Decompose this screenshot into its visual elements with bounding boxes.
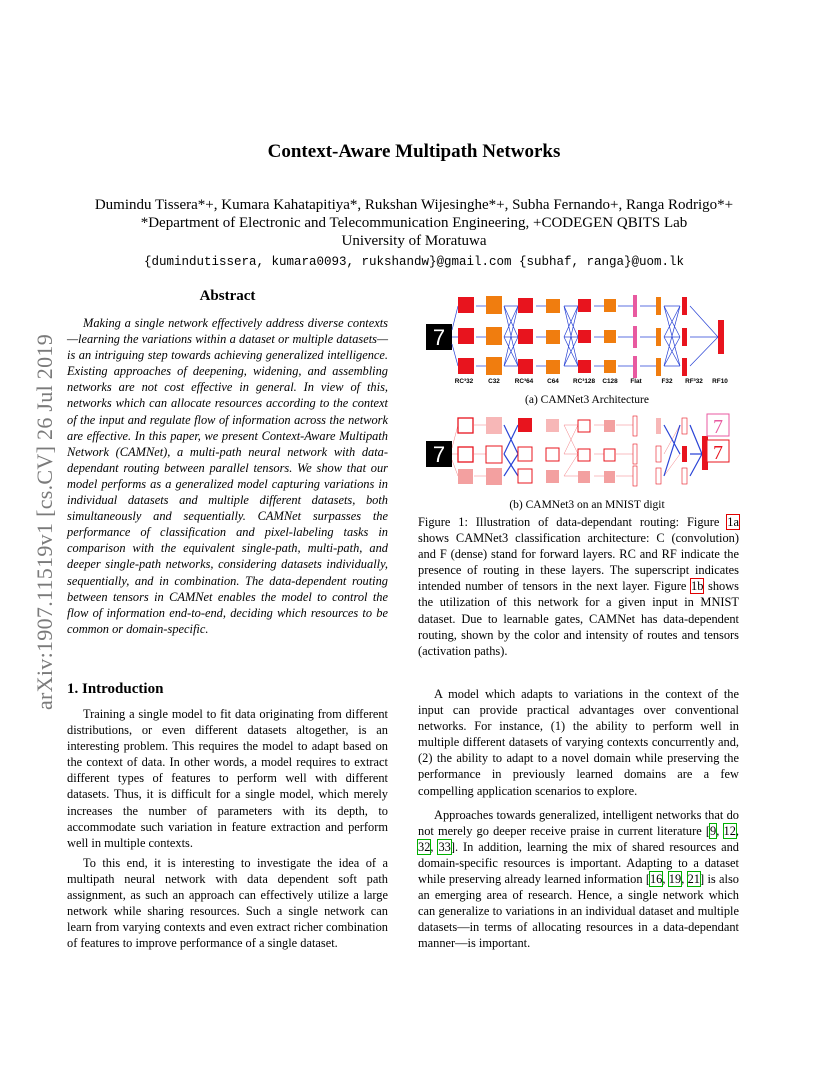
author-affiliation: *Department of Electronic and Telecommunication Engineering, +CODEGEN QBITS Lab (140, 215, 688, 231)
layer-label-rc64: RC³64 (514, 378, 534, 385)
author-university: University of Moratuwa (341, 233, 487, 249)
abstract-section (67, 288, 388, 637)
intro-paragraph-1: Training a single model to fit data originating from different distributions, or even different datasets altogether, is an interesting problem. This requires the model to adapt based on the context of data. In other words, a model requires to extract different types of features to perform well with different datasets. Thus, it is difficult for a single model, which merely increases the number of parameters with its depth, to accommodate such variation in feature extraction and perform well in multiple contexts. (67, 707, 388, 850)
architecture-diagram-b (426, 414, 729, 486)
tensor-row-b1 (458, 416, 687, 436)
output-digit-1: 7 (713, 416, 723, 438)
layer-label-rc128: RC³128 (572, 378, 596, 385)
caption-part-c: shows the utilization of this network for a given input in MNIST dataset. Due to learnable gates, CAMNet has data-dependent routing, shown by the color and intensity of routes and tensors (activation paths). (418, 579, 739, 658)
mnist-input-digit: 7 (432, 442, 446, 467)
output-digit-2: 7 (713, 442, 723, 464)
layer-label-c128: C128 (602, 378, 618, 385)
layer-label-c64: C64 (547, 378, 559, 385)
introduction-heading: 1. Introduction (67, 681, 164, 697)
intro-continued (418, 686, 739, 952)
layer-label-flat: Flat (630, 378, 642, 385)
p4-text-c: ] is also an emerging area of research. Hence, a single network which can generalize to variations in an individual dataset and multiple datasets—in terms of allocating resources in a data-dependant manner—is important. (418, 872, 739, 951)
input-digit-label: 7 (432, 325, 446, 350)
layer-row-3 (458, 356, 687, 378)
caption-part-b: shows CAMNet3 classification architecture: C (convolution) and F (dense) stand for forward layers. RC and RF indicate the presence of routing in these layers. The superscript indicates intended number of tensors in the next layer. Figure (418, 531, 739, 594)
caption-part-a: Figure 1: Illustration of data-dependant routing: Figure (418, 515, 728, 529)
output-layer-a (718, 320, 724, 354)
figure-ref-1a-link[interactable]: 1a (727, 515, 739, 529)
paper-title: Context-Aware Multipath Networks (267, 141, 561, 162)
layer-label-c32: C32 (488, 378, 500, 385)
introduction-section (67, 681, 388, 951)
abstract-heading: Abstract (199, 288, 256, 304)
figure-caption-text (418, 514, 739, 659)
author-emails: {dumindutissera, kumara0093, rukshandw}@gmail.com {subhaf, ranga}@uom.lk (143, 255, 685, 269)
citation-link[interactable]: 21 (687, 872, 700, 887)
citation-link[interactable]: 16 (649, 872, 663, 887)
arxiv-stamp: arXiv:1907.11519v1 [cs.CV] 26 Jul 2019 (32, 333, 57, 711)
layer-label-f32: F32 (661, 378, 673, 385)
citation-link[interactable]: 9 (710, 823, 717, 838)
architecture-diagram-a (426, 295, 728, 385)
p4-text-b: ]. In addition, learning the mix of shared resources and domain-specific resources is important. Adapting to a dataset while preserving already learned information [ (418, 839, 739, 887)
author-block (0, 196, 828, 250)
citation-link[interactable]: 19 (668, 872, 682, 887)
layer-label-rc32: RC³32 (454, 378, 474, 385)
layer-label-rf32: RF³32 (685, 378, 703, 385)
layer-label-rf10: RF10 (712, 378, 728, 385)
subcaption-b: (b) CAMNet3 on an MNIST digit (509, 499, 665, 511)
intro-paragraph-4: Approaches towards generalized, intelligent networks that do not merely go deeper receive praise in current literature [9, 12, 32, 33]. In addition, learning the mix of shared resources and domain-specific resources is important. Adapting to a dataset while preserving already learned information [16, 19, 21] is also an emerging area of research. Hence, a single network which can generalize to variations in an individual dataset and multiple datasets—in terms of allocating resources in a data-dependant manner—is important. (418, 807, 739, 951)
figure-ref-1b-link[interactable]: 1b (691, 579, 704, 594)
citation-link[interactable]: 12 (723, 823, 736, 838)
layer-labels (455, 378, 728, 385)
citation-link[interactable]: 33 (438, 839, 451, 854)
active-routes-b (504, 425, 702, 476)
p4-text-a: Approaches towards generalized, intelligent networks that do not merely go deeper receive praise in current literature [ (418, 807, 739, 838)
intro-paragraph-3: A model which adapts to variations in the context of the input can provide practical advantages over conventional networks. For instance, (1) the ability to perform well in multiple different datasets of varying contexts concurrently and, (2) the ability to adapt to a novel domain while preserving the performance in previously learned domains are a few compelling application scenarios to explore. (418, 687, 739, 798)
abstract-body: Making a single network effectively address diverse contexts—learning the variations within a dataset or multiple datasets—is an intriguing step towards achieving generalized intelligence. Existing approaches of deepening, widening, and assembling networks are not cost effective in general. In view of this, networks which can allocate resources according to the context of the input and regulate flow of information across the network are effective. In this paper, we present Context-Aware Multipath Network (CAMNet), a multi-path neural network with data-dependant routing between parallel tensors. We show that our model performs as a generalized model capturing variations in individual datasets and multiple different datasets, both simultaneously and sequentially. CAMNet surpasses the performance of classification and pixel-labeling tasks in comparison with the equivalent single-path, multi-path, and deeper single-path networks, considering datasets individually, sequentially, and in combination. The data-dependent routing between tensors in CAMNet enables the model to control the flow of information end-to-end, deciding which resources to be common or domain-specific. (67, 316, 388, 636)
intro-paragraph-2: To this end, it is interesting to investigate the idea of a multipath neural network with data dependent soft path assignment, as such an approach can effectively utilize a large network while sharing resources. Such a single network can learn from varying contexts and even extract richer combination of features to improve performance of a single dataset. (67, 855, 388, 951)
figure-1-caption (418, 514, 739, 659)
author-names: Dumindu Tissera*+, Kumara Kahatapitiya*, Rukshan Wijesinghe*+, Subha Fernando+, Ranga Rodrigo*+ (94, 197, 734, 213)
subcaption-a: (a) CAMNet3 Architecture (525, 394, 649, 406)
citation-link[interactable]: 32 (418, 839, 431, 854)
